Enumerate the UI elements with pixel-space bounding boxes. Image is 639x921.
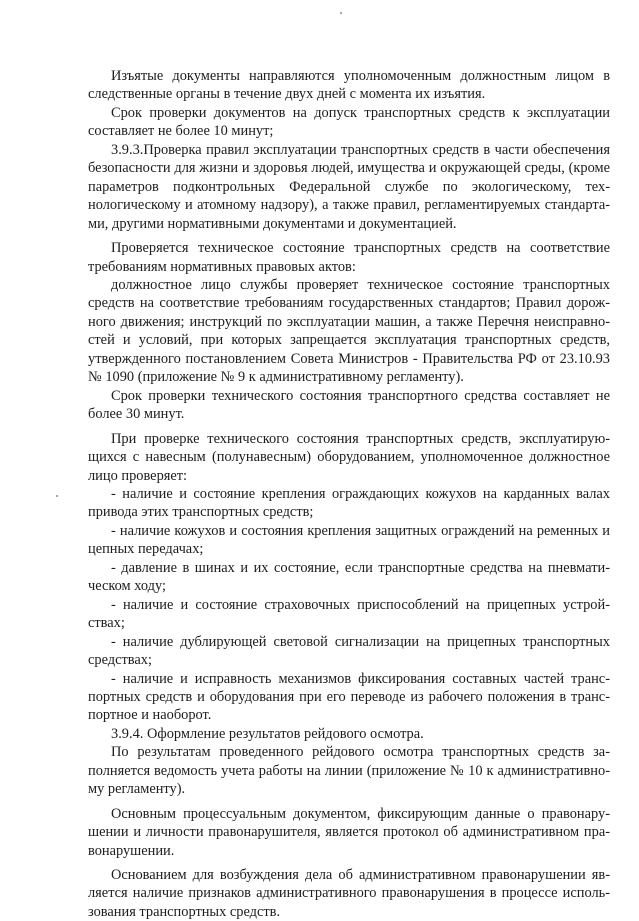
paragraph-mounted-equipment: При проверке технического состояния транспортных средств, эксплуатирующихся с навесным (полунавесным) оборудованием, уполномоченное должностное лицо проверяет: <box>88 430 610 484</box>
paragraph-section-3-9-3: 3.9.3.Проверка правил эксплуатации транспортных средств в части обеспечения безопасности для жизни и здоровья людей, имущества и окружающей среды, (кроме параметров подконтрольных Федеральной службе по экологическому, технологическому и атомному надзору), а также правил, регламентируемых стандартами, другими нормативными документами и документацией. <box>88 141 610 232</box>
paragraph-raid-results: По результатам проведенного рейдового осмотра транспортных средств заполняется ведомость учета работы на линии (приложение № 10 к административному регламенту). <box>88 744 610 798</box>
list-item-signal-lights: - наличие дублирующей световой сигнализации на прицепных транспортных средствах; <box>88 633 610 669</box>
list-item-cardan-covers: - наличие и состояние крепления ограждающих кожухов на карданных валах привода этих транспортных средств; <box>88 485 610 521</box>
paragraph-technical-check-time: Срок проверки технического состояния транспортного средства составляет не более 30 минут. <box>88 387 610 423</box>
paragraph-document-check-time: Срок проверки документов на допуск транспортных средств к эксплуатации составляет не более 10 минут; <box>88 104 610 140</box>
scan-speck <box>56 495 58 497</box>
paragraph-official-checks: должностное лицо службы проверяет техническое состояние транспортных средств на соответствие требованиям государственных стандартов; Правил дорожного движения; инструкций по эксплуатации машин, а также Перечня неисправностей и условий, при которых запрещается эксплуатация транспортных средств, утвержденного постановлением Совета Министров - Правительства РФ от 23.10.93 № 1090 (приложение № 9 к административному регламенту). <box>88 276 610 386</box>
list-item-safety-devices: - наличие и состояние страховочных приспособлений на прицепных устройствах; <box>88 596 610 632</box>
scan-speck <box>340 12 342 14</box>
paragraph-main-document: Основным процессуальным документом, фиксирующим данные о правонарушении и личности правонарушителя, является протокол об административном правонарушении. <box>88 805 610 859</box>
paragraph-technical-condition-check: Проверяется техническое состояние транспортных средств на соответствие требованиям нормативных правовых актов: <box>88 240 610 275</box>
document-body <box>88 67 610 921</box>
paragraph-seized-documents: Изъятые документы направляются уполномоченным должностным лицом в следственные органы в течение двух дней с момента их изъятия. <box>88 68 610 103</box>
list-item-belt-chain-guards: - наличие кожухов и состояния крепления защитных ограждений на ременных и цепных передачах; <box>88 522 610 558</box>
section-heading-3-9-4: 3.9.4. Оформление результатов рейдового осмотра. <box>111 725 424 742</box>
list-item-locking-mechanisms: - наличие и исправность механизмов фиксирования составных частей транспортных средств и оборудования при его переводе из рабочего положения в транспортное и наоборот. <box>88 670 610 724</box>
list-item-tire-pressure: - давление в шинах и их состояние, если транспортные средства на пневматическом ходу; <box>88 559 610 595</box>
paragraph-grounds-for-case: Основанием для возбуждения дела об административном правонарушении является наличие признаков административного правонарушения в процессе использования транспортных средств. <box>88 867 610 920</box>
